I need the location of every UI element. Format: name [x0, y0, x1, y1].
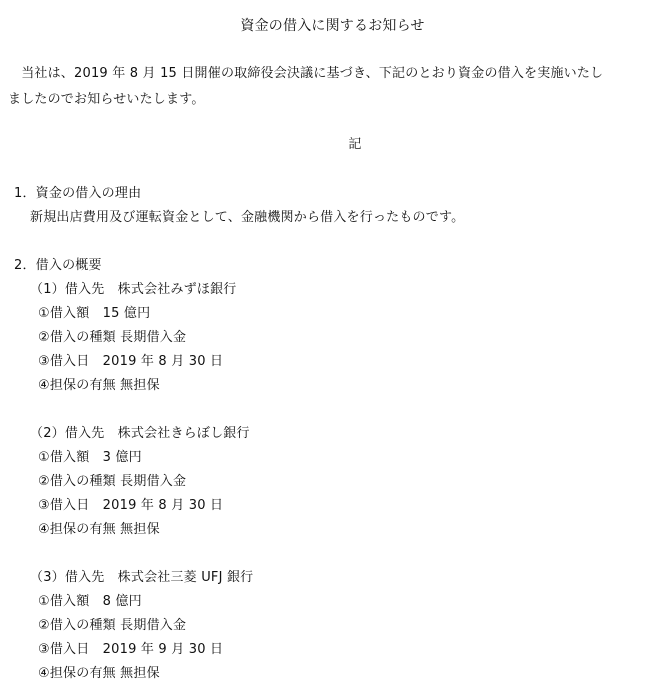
- loan-1-amount: ①借入額 15 億円: [38, 306, 151, 321]
- loan-2-header: （2）借入先 株式会社きらぼし銀行: [30, 426, 250, 441]
- loan-1-date: ③借入日 2019 年 8 月 30 日: [38, 354, 224, 369]
- loan-2-date: ③借入日 2019 年 8 月 30 日: [38, 498, 224, 513]
- section-1-heading: 1．資金の借入の理由: [14, 186, 142, 201]
- section-1-body: 新規出店費用及び運転資金として、金融機関から借入を行ったものです。: [30, 210, 465, 225]
- document-title: 資金の借入に関するお知らせ: [240, 18, 425, 34]
- loan-3-type: ②借入の種類 長期借入金: [38, 618, 187, 633]
- loan-3-header: （3）借入先 株式会社三菱 UFJ 銀行: [30, 570, 254, 585]
- section-2-heading: 2．借入の概要: [14, 258, 102, 273]
- loan-1-header: （1）借入先 株式会社みずほ銀行: [30, 282, 237, 297]
- loan-1-collateral: ④担保の有無 無担保: [38, 378, 160, 393]
- loan-2-type: ②借入の種類 長期借入金: [38, 474, 187, 489]
- loan-3-date: ③借入日 2019 年 9 月 30 日: [38, 642, 224, 657]
- intro-paragraph-line-2: ましたのでお知らせいたします。: [8, 92, 205, 107]
- loan-2-collateral: ④担保の有無 無担保: [38, 522, 160, 537]
- loan-3-collateral: ④担保の有無 無担保: [38, 666, 160, 681]
- ki-heading: 記: [348, 137, 362, 152]
- loan-1-type: ②借入の種類 長期借入金: [38, 330, 187, 345]
- intro-paragraph-line-1: 当社は、2019 年 8 月 15 日開催の取締役会決議に基づき、下記のとおり資金の借入を実施いたし: [8, 66, 604, 81]
- loan-3-amount: ①借入額 8 億円: [38, 594, 142, 609]
- loan-2-amount: ①借入額 3 億円: [38, 450, 142, 465]
